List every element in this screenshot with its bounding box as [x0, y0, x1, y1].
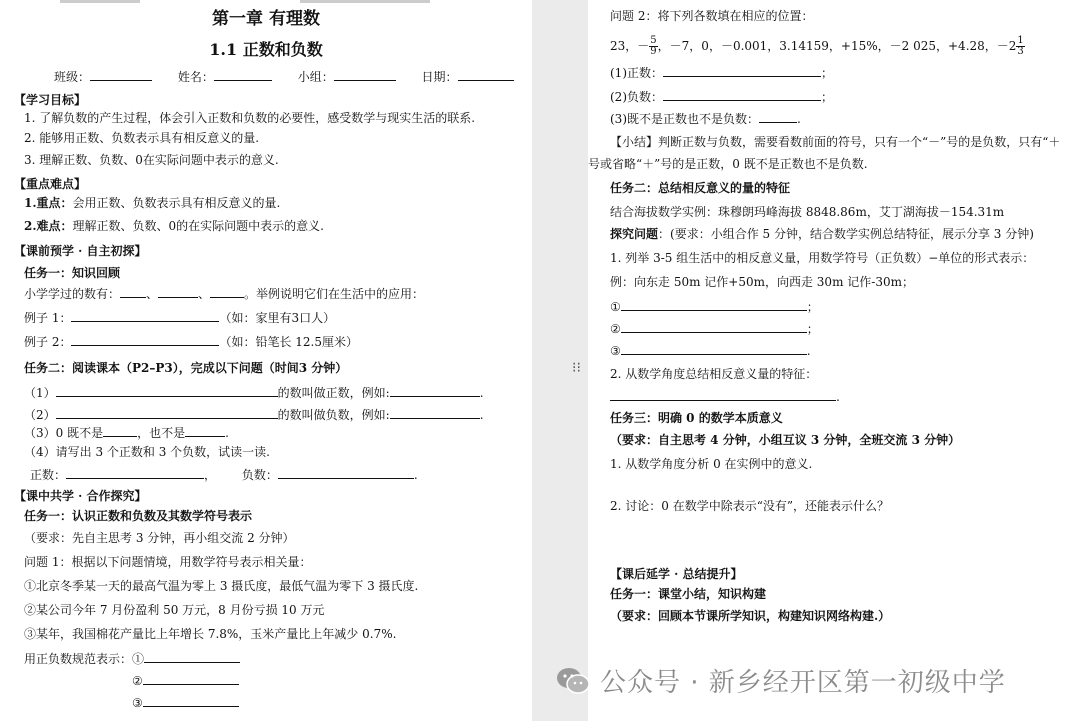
answer-field-2[interactable]	[143, 672, 239, 685]
summary-line-2: 号或省略“＋”号的是正数，0 既不是正数也不是负数.	[588, 157, 868, 171]
page-divider-handle[interactable]: ⁝⁝	[572, 360, 581, 376]
class-field[interactable]	[90, 68, 152, 81]
problem-1: 问题 1：根据以下问题情境，用数学符号表示相关量：	[24, 555, 312, 569]
date-label: 日期：	[421, 70, 458, 84]
list-field-2[interactable]	[621, 320, 807, 333]
answer-row-2: ②	[132, 672, 239, 689]
task1-question: 小学学过的数有： 、 、 。举例说明它们在生活中的应用：	[24, 287, 425, 301]
goal-item: 3. 理解正数、负数、0在实际问题中表示的意义.	[24, 153, 279, 167]
difficulty-point: 2.难点：理解正数、负数、0的在实际问题中表示的意义.	[24, 219, 324, 233]
goal-item: 1. 了解负数的产生过程，体会引入正数和负数的必要性，感受数学与现实生活的联系.	[24, 111, 476, 125]
question-3: （3）0 既不是 ，也不是 .	[24, 426, 229, 440]
number-type-field[interactable]	[120, 285, 146, 298]
goal-item: 2. 能够用正数、负数表示具有相反意义的量.	[24, 131, 260, 145]
list-answer-1: ① ；	[610, 300, 819, 314]
negative-answer-field[interactable]	[663, 88, 821, 101]
watermark	[556, 662, 1006, 699]
question-2: （2） 的数叫做负数，例如: .	[24, 408, 484, 422]
task6-requirement: （要求：回顾本节课所学知识，构建知识网络构建.）	[610, 609, 891, 623]
example-2-field[interactable]	[71, 333, 219, 346]
task4-title: 任务二：总结相反意义的量的特征	[610, 181, 791, 195]
negative-definition-field[interactable]	[56, 406, 278, 419]
problem-2: 问题 2：将下列各数填在相应的位置：	[610, 9, 814, 23]
list-example: 例：向东走 50m 记作+50m，向西走 30m 记作-30m；	[610, 275, 914, 289]
zero-field-1[interactable]	[103, 424, 137, 437]
chapter-title: 第一章 有理数	[212, 9, 320, 29]
negative-example-field[interactable]	[390, 406, 480, 419]
task2-title: 任务二：阅读课本（P2–P3），完成以下问题（时间3 分钟）	[24, 361, 348, 375]
wechat-icon	[556, 667, 590, 695]
positive-answer-field[interactable]	[663, 64, 821, 77]
group-label: 小组：	[297, 70, 334, 84]
task5-title: 任务三：明确 0 的数学本质意义	[610, 411, 783, 425]
goals-heading: 【学习目标】	[14, 93, 87, 107]
number-list: 23，－ $\frac{5}{9}$ ，－7，0，－0.001，3.14159，+15%，－2 025，+4.28，－2 $\frac{1}{3}$	[610, 35, 1024, 57]
positive-example-field[interactable]	[390, 384, 480, 397]
scenario-2: ②某公司今年 7 月份盈利 50 万元，8 月份亏损 10 万元	[24, 603, 325, 617]
number-type-field[interactable]	[210, 285, 244, 298]
fraction-1-3: $\frac{1}{3}$	[1017, 35, 1024, 57]
in-class-heading: 【课中共学 · 合作探究】	[14, 489, 147, 503]
task5-question-1: 1. 从数学角度分析 0 在实例中的意义.	[610, 457, 813, 471]
task6-title: 任务一：课堂小结，知识构建	[610, 587, 767, 601]
task1-title: 任务一：知识回顾	[24, 266, 121, 280]
date-field[interactable]	[458, 68, 514, 81]
scenario-1: ①北京冬季某一天的最高气温为零上 3 摄氏度，最低气温为零下 3 摄氏度.	[24, 579, 419, 593]
name-field[interactable]	[214, 68, 272, 81]
neither-row: (3)既不是正数也不是负数： .	[610, 112, 801, 126]
group-field[interactable]	[334, 68, 396, 81]
question-4: （4）请写出 3 个正数和 3 个负数，试读一读.	[24, 445, 270, 459]
top-rule	[300, 0, 430, 3]
pre-study-heading: 【课前预学 · 自主初探】	[14, 244, 147, 258]
feature-field[interactable]	[610, 388, 836, 401]
key-point: 1.重点：会用正数、负数表示具有相反意义的量.	[24, 196, 281, 210]
answer-field-1[interactable]	[144, 650, 240, 663]
left-page	[0, 0, 532, 721]
task5-question-2: 2. 讨论：0 在数学中除表示“没有”，还能表示什么？	[610, 499, 889, 513]
positive-numbers-field[interactable]	[66, 466, 204, 479]
positive-row: (1)正数： ；	[610, 66, 834, 80]
list-field-1[interactable]	[621, 298, 807, 311]
example-2: 例子 2： （如：铅笔长 12.5厘米）	[24, 335, 358, 349]
post-study-heading: 【课后延学 · 总结提升】	[610, 567, 743, 581]
key-heading: 【重点难点】	[14, 177, 87, 191]
list-field-3[interactable]	[621, 342, 807, 355]
answer-field-3[interactable]	[143, 694, 239, 707]
task3-title: 任务一：认识正数和负数及其数学符号表示	[24, 509, 253, 523]
list-answer-2: ② ；	[610, 322, 819, 336]
pos-neg-row: 正数： ， 负数： .	[30, 468, 418, 482]
top-rule	[60, 0, 140, 3]
task3-requirement: （要求：先自主思考 3 分钟，再小组交流 2 分钟）	[24, 531, 295, 545]
feature-answer: .	[610, 388, 840, 405]
positive-definition-field[interactable]	[56, 384, 278, 397]
scenario-3: ③某年，我国棉花产量比上年增长 7.8%，玉米产量比上年减少 0.7%.	[24, 627, 397, 641]
list-question: 1. 列举 3-5 组生活中的相反意义量，用数学符号（正负数）−单位的形式表示：	[610, 251, 1035, 265]
feature-question: 2. 从数学角度总结相反意义量的特征：	[610, 367, 818, 381]
explore-question: 探究问题：(要求：小组合作 5 分钟，结合数学实例总结特征，展示分享 3 分钟)	[610, 227, 1034, 241]
negative-numbers-field[interactable]	[278, 466, 414, 479]
neither-answer-field[interactable]	[759, 110, 797, 123]
task4-example: 结合海拔数学实例：珠穆朗玛峰海拔 8848.86m，艾丁湖海拔－154.31m	[610, 205, 1005, 219]
answer-row-3: ③	[132, 694, 239, 711]
question-1: （1） 的数叫做正数，例如: .	[24, 386, 484, 400]
example-1-field[interactable]	[71, 309, 219, 322]
name-label: 姓名：	[177, 70, 214, 84]
summary-line-1: 【小结】判断正数与负数，需要看数前面的符号，只有一个“－”号的是负数，只有“＋	[610, 135, 1061, 149]
right-page	[588, 0, 1080, 721]
watermark-text: 公众号 · 新乡经开区第一初级中学	[600, 668, 1006, 698]
info-row	[54, 68, 514, 85]
task5-requirement: （要求：自主思考 4 分钟，小组互议 3 分钟，全班交流 3 分钟）	[610, 433, 961, 447]
number-type-field[interactable]	[158, 285, 198, 298]
section-title: 1.1 正数和负数	[209, 40, 323, 59]
zero-field-2[interactable]	[185, 424, 225, 437]
class-label: 班级：	[54, 70, 91, 84]
example-1: 例子 1： （如：家里有3口人）	[24, 311, 336, 325]
normalize-row: 用正负数规范表示：①	[24, 650, 240, 667]
negative-row: (2)负数： ；	[610, 90, 834, 104]
fraction-5-9: $\frac{5}{9}$	[650, 35, 657, 57]
list-answer-3: ③ .	[610, 344, 811, 358]
